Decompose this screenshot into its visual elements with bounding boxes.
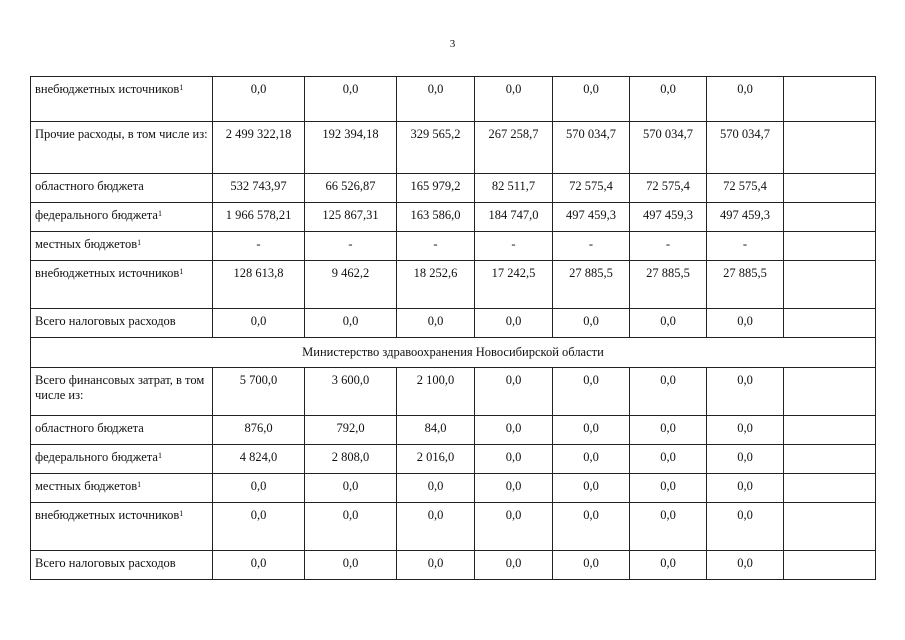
value-cell: 2 808,0: [305, 445, 397, 474]
value-cell: [784, 309, 876, 338]
value-cell: 0,0: [553, 445, 630, 474]
row-label: Прочие расходы, в том числе из:: [35, 127, 208, 141]
value-cell: 165 979,2: [397, 174, 475, 203]
footnote-marker: 1: [157, 451, 162, 460]
value-cell: 0,0: [707, 445, 784, 474]
value-cell: 84,0: [397, 416, 475, 445]
value-cell: 0,0: [630, 368, 707, 416]
value-cell: [784, 122, 876, 174]
value-cell: [784, 77, 876, 122]
value-cell: 0,0: [707, 309, 784, 338]
value-cell: 0,0: [475, 503, 553, 551]
section-title: Министерство здравоохранения Новосибирской области: [31, 338, 876, 368]
row-label-cell: [31, 232, 213, 261]
value-cell: 0,0: [475, 77, 553, 122]
value-cell: 0,0: [305, 551, 397, 580]
row-label: местных бюджетов: [35, 237, 138, 251]
row-label-cell: [31, 174, 213, 203]
value-cell: 570 034,7: [707, 122, 784, 174]
value-cell: 4 824,0: [213, 445, 305, 474]
row-label: областного бюджета: [35, 179, 144, 193]
value-cell: 876,0: [213, 416, 305, 445]
value-cell: 27 885,5: [707, 261, 784, 309]
value-cell: 0,0: [397, 309, 475, 338]
value-cell: -: [707, 232, 784, 261]
value-cell: 0,0: [553, 368, 630, 416]
value-cell: 0,0: [305, 503, 397, 551]
value-cell: 72 575,4: [707, 174, 784, 203]
value-cell: 0,0: [553, 416, 630, 445]
value-cell: 0,0: [630, 474, 707, 503]
value-cell: 17 242,5: [475, 261, 553, 309]
value-cell: 267 258,7: [475, 122, 553, 174]
table-body: [31, 77, 876, 580]
row-label: Всего налоговых расходов: [35, 314, 176, 328]
value-cell: 3 600,0: [305, 368, 397, 416]
value-cell: [784, 174, 876, 203]
value-cell: 329 565,2: [397, 122, 475, 174]
value-cell: 0,0: [630, 445, 707, 474]
row-label: федерального бюджета: [35, 450, 158, 464]
value-cell: 192 394,18: [305, 122, 397, 174]
value-cell: 0,0: [213, 503, 305, 551]
row-label: внебюджетных источников: [35, 266, 180, 280]
row-label-cell: [31, 503, 213, 551]
value-cell: 497 459,3: [630, 203, 707, 232]
value-cell: 1 966 578,21: [213, 203, 305, 232]
row-label: местных бюджетов: [35, 479, 138, 493]
value-cell: 0,0: [397, 77, 475, 122]
value-cell: 72 575,4: [553, 174, 630, 203]
value-cell: 82 511,7: [475, 174, 553, 203]
value-cell: 0,0: [630, 416, 707, 445]
row-label: федерального бюджета: [35, 208, 158, 222]
table-row: [31, 77, 876, 122]
value-cell: [784, 416, 876, 445]
row-label-cell: [31, 309, 213, 338]
table-row: [31, 309, 876, 338]
value-cell: 0,0: [707, 77, 784, 122]
row-label-cell: [31, 416, 213, 445]
row-label-cell: [31, 551, 213, 580]
row-label: Всего финансовых затрат, в том числе из:: [35, 373, 205, 402]
value-cell: 0,0: [553, 474, 630, 503]
table-row: [31, 174, 876, 203]
value-cell: 792,0: [305, 416, 397, 445]
row-label-cell: [31, 368, 213, 416]
table-row: [31, 368, 876, 416]
value-cell: 0,0: [630, 77, 707, 122]
value-cell: 2 016,0: [397, 445, 475, 474]
value-cell: -: [397, 232, 475, 261]
value-cell: [784, 261, 876, 309]
value-cell: 0,0: [707, 551, 784, 580]
value-cell: 184 747,0: [475, 203, 553, 232]
value-cell: 128 613,8: [213, 261, 305, 309]
value-cell: 0,0: [707, 416, 784, 445]
value-cell: 0,0: [553, 503, 630, 551]
value-cell: 0,0: [305, 474, 397, 503]
value-cell: 0,0: [630, 309, 707, 338]
footnote-marker: 1: [157, 209, 162, 218]
row-label-cell: [31, 445, 213, 474]
value-cell: [784, 368, 876, 416]
footnote-marker: 1: [137, 480, 142, 489]
value-cell: 0,0: [630, 551, 707, 580]
value-cell: -: [553, 232, 630, 261]
table-row: [31, 503, 876, 551]
value-cell: 570 034,7: [630, 122, 707, 174]
table-row: [31, 416, 876, 445]
value-cell: [784, 232, 876, 261]
value-cell: 0,0: [707, 474, 784, 503]
value-cell: 0,0: [475, 551, 553, 580]
footnote-marker: 1: [137, 238, 142, 247]
value-cell: 497 459,3: [553, 203, 630, 232]
value-cell: 0,0: [707, 368, 784, 416]
value-cell: 0,0: [707, 503, 784, 551]
value-cell: 0,0: [475, 474, 553, 503]
row-label-cell: [31, 261, 213, 309]
value-cell: 0,0: [475, 309, 553, 338]
footnote-marker: 1: [179, 267, 184, 276]
value-cell: 0,0: [475, 368, 553, 416]
table-row: [31, 445, 876, 474]
value-cell: 0,0: [213, 309, 305, 338]
value-cell: -: [213, 232, 305, 261]
value-cell: 0,0: [305, 309, 397, 338]
row-label-cell: [31, 474, 213, 503]
value-cell: 18 252,6: [397, 261, 475, 309]
value-cell: [784, 503, 876, 551]
value-cell: -: [630, 232, 707, 261]
value-cell: 0,0: [553, 77, 630, 122]
value-cell: 0,0: [397, 474, 475, 503]
table-row: [31, 203, 876, 232]
value-cell: 0,0: [475, 445, 553, 474]
section-header-row: [31, 338, 876, 368]
row-label: областного бюджета: [35, 421, 144, 435]
value-cell: 9 462,2: [305, 261, 397, 309]
footnote-marker: 1: [179, 83, 184, 92]
value-cell: 27 885,5: [553, 261, 630, 309]
value-cell: 0,0: [397, 551, 475, 580]
row-label: внебюджетных источников: [35, 508, 180, 522]
value-cell: 497 459,3: [707, 203, 784, 232]
value-cell: [784, 474, 876, 503]
row-label: внебюджетных источников: [35, 82, 180, 96]
value-cell: [784, 203, 876, 232]
value-cell: 532 743,97: [213, 174, 305, 203]
table-row: [31, 261, 876, 309]
value-cell: 163 586,0: [397, 203, 475, 232]
table-row: [31, 474, 876, 503]
value-cell: 0,0: [397, 503, 475, 551]
value-cell: 0,0: [213, 77, 305, 122]
row-label-cell: [31, 203, 213, 232]
value-cell: 0,0: [475, 416, 553, 445]
value-cell: 0,0: [213, 474, 305, 503]
value-cell: -: [475, 232, 553, 261]
row-label-cell: [31, 122, 213, 174]
row-label: Всего налоговых расходов: [35, 556, 176, 570]
value-cell: [784, 445, 876, 474]
row-label-cell: [31, 77, 213, 122]
budget-table: [30, 76, 876, 580]
table-row: [31, 122, 876, 174]
table-row: [31, 232, 876, 261]
value-cell: 72 575,4: [630, 174, 707, 203]
value-cell: 0,0: [213, 551, 305, 580]
table-row: [31, 551, 876, 580]
value-cell: 2 499 322,18: [213, 122, 305, 174]
value-cell: 5 700,0: [213, 368, 305, 416]
value-cell: 125 867,31: [305, 203, 397, 232]
value-cell: -: [305, 232, 397, 261]
value-cell: [784, 551, 876, 580]
value-cell: 27 885,5: [630, 261, 707, 309]
value-cell: 0,0: [630, 503, 707, 551]
value-cell: 0,0: [553, 551, 630, 580]
page-number: 3: [449, 38, 456, 50]
value-cell: 0,0: [553, 309, 630, 338]
value-cell: 66 526,87: [305, 174, 397, 203]
value-cell: 2 100,0: [397, 368, 475, 416]
footnote-marker: 1: [179, 509, 184, 518]
value-cell: 0,0: [305, 77, 397, 122]
value-cell: 570 034,7: [553, 122, 630, 174]
